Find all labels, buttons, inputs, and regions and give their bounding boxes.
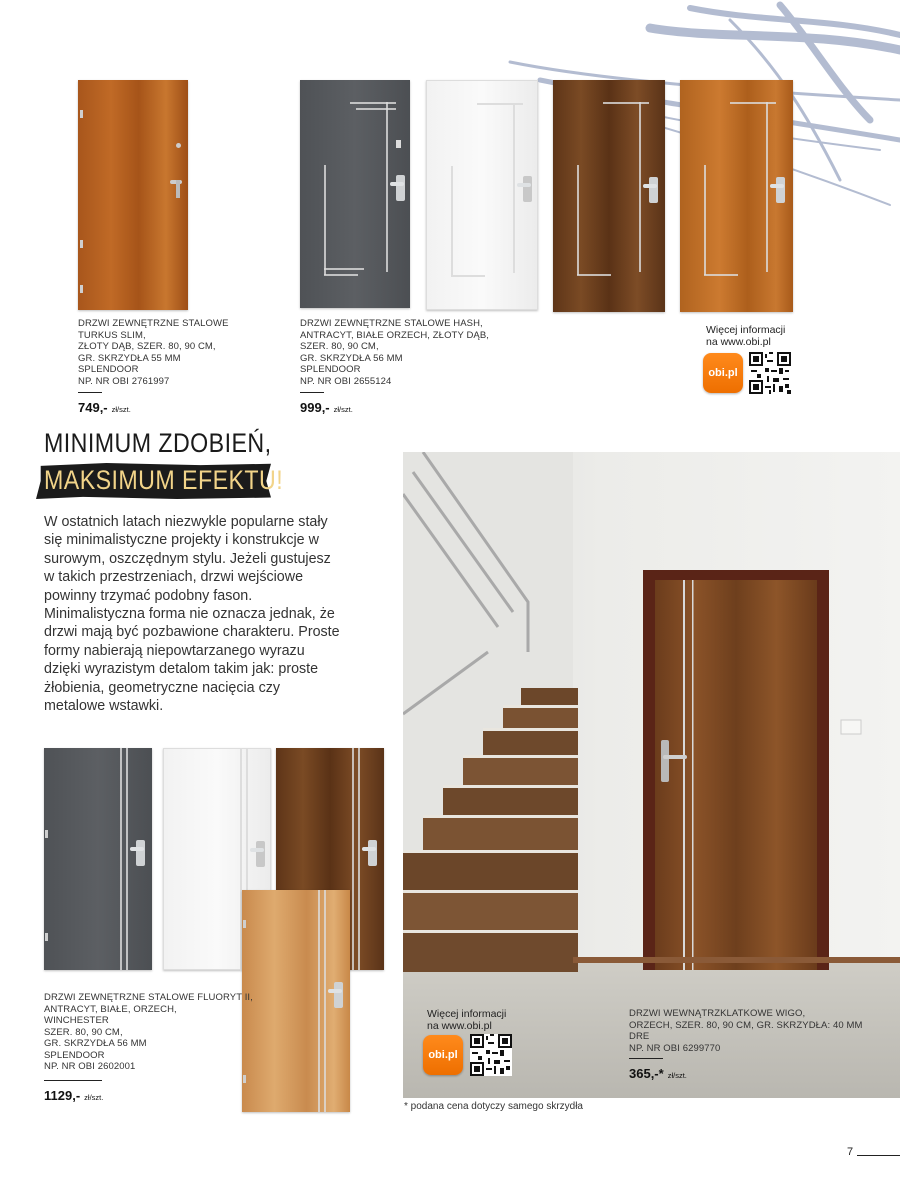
door-hash-anthracite-image [300,80,410,308]
product-1-description: DRZWI ZEWNĘTRZNE STALOWE TURKUS SLIM, ZŁOTY DĄB, SZER. 80, 90 CM, GR. SKRZYDŁA 55 MM SPLENDOOR NP. NR OBI 2761997 [78,318,229,387]
product-4-description: DRZWI WEWNĄTRZKLATKOWE WIGO, ORZECH, SZER. 80, 90 CM, GR. SKRZYDŁA: 40 MM DRE NP. NR OBI 6299770 [629,1008,863,1054]
section-heading-line-2: MAKSIMUM EFEKTU! [44,465,284,495]
photo-more-info-text: Więcej informacji na www.obi.pl [427,1008,507,1032]
price-footnote: * podana cena dotyczy samego skrzydła [404,1101,583,1112]
door-hash-golden-oak-image [680,80,793,312]
page-number: 7 [847,1146,854,1158]
product-1-price: 749,- zł/szt. [78,400,131,415]
section-heading-line-1: MINIMUM ZDOBIEŃ, [44,428,272,458]
interior-door-photo [403,452,900,1098]
product-3-description: DRZWI ZEWNĘTRZNE STALOWE FLUORYT II, ANTRACYT, BIAŁE, ORZECH, WINCHESTER SZER. 80, 90 CM, GR. SKRZYDŁA 56 MM SPLENDOOR NP. NR OBI 2602001 [44,992,253,1072]
page-number-rule [857,1155,900,1156]
product-2-description: DRZWI ZEWNĘTRZNE STALOWE HASH, ANTRACYT, BIAŁE ORZECH, ZŁOTY DĄB, SZER. 80, 90 CM, GR. SKRZYDŁA 56 MM SPLENDOOR NP. NR OBI 2655124 [300,318,490,387]
door-fluoryt-winchester-image [242,890,350,1112]
photo-qr-code-icon[interactable] [470,1034,512,1076]
door-turkus-slim-image [78,80,188,310]
qr-code-icon[interactable] [749,352,791,394]
door-fluoryt-anthracite-image [44,748,152,970]
more-info-text: Więcej informacji na www.obi.pl [706,324,786,348]
obi-logo[interactable]: obi.pl [703,353,743,393]
door-hash-walnut-image [553,80,665,312]
product-2-price: 999,- zł/szt. [300,400,353,415]
door-hash-white-image [426,80,538,310]
photo-obi-logo[interactable]: obi.pl [423,1035,463,1075]
product-3-price: 1129,- zł/szt. [44,1088,104,1103]
product-4-price: 365,-* zł/szt. [629,1066,687,1081]
intro-paragraph: W ostatnich latach niezwykle popularne stały się minimalistyczne projekty i konstrukcje w surowym, oszczędnym stylu. Jeżeli gustujesz w takich przestrzeniach, drzwi wejściowe powinny trzymać podobny fason. Minimalistyczna forma nie oznacza jednak, że drzwi mają być pozbawione charakteru. Proste formy nabierają niepowtarzanego wyrazu dzięki wyrazistym detalom takim jak: proste żłobienia, geometryczne nacięcia czy metalowe wstawki. [44,514,340,715]
